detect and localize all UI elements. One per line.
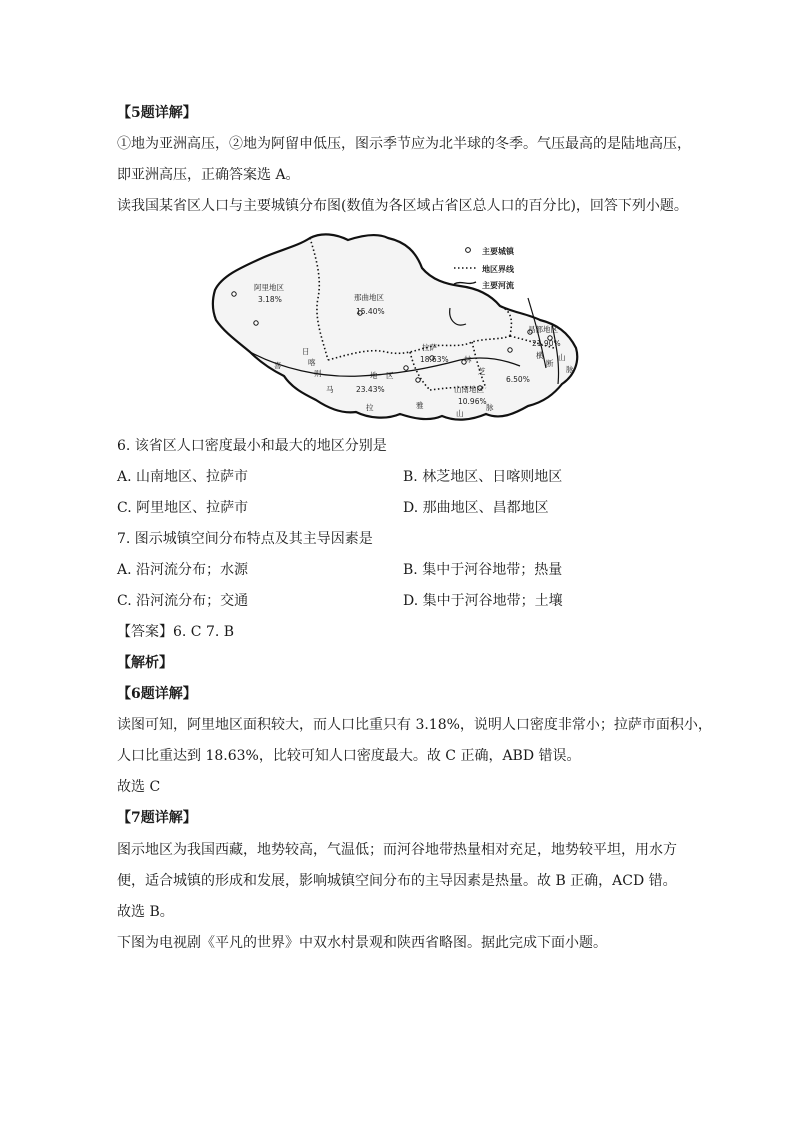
naqu-pct: 15.40% bbox=[356, 307, 385, 316]
map-char: 马 bbox=[326, 385, 334, 394]
map-char: 区 bbox=[386, 371, 394, 380]
map-char: 横 bbox=[536, 351, 544, 360]
lasa-label: 拉萨 bbox=[422, 343, 437, 352]
map-char: 雅 bbox=[416, 401, 424, 410]
option-6b: B. 林芝地区、日喀则地区 bbox=[403, 469, 563, 485]
town-marker bbox=[254, 321, 258, 325]
region-outline bbox=[213, 234, 577, 419]
shannan-pct: 10.96% bbox=[458, 397, 487, 406]
ali-label: 阿里地区 bbox=[254, 283, 284, 292]
paragraph: 故选 B。 bbox=[117, 904, 174, 920]
ali-pct: 3.18% bbox=[258, 295, 282, 304]
question-intro: 读我国某省区人口与主要城镇分布图(数值为各区域占省区总人口的百分比)，回答下列小题。 bbox=[117, 198, 688, 214]
linzhi-pct: 6.50% bbox=[506, 375, 530, 384]
changdu-pct: 21.90% bbox=[532, 339, 561, 348]
legend-town-icon bbox=[466, 248, 471, 253]
question-6: 6. 该省区人口密度最小和最大的地区分别是 bbox=[117, 438, 387, 454]
map-char: 拉 bbox=[366, 403, 374, 412]
paragraph: 人口比重达到 18.63%，比较可知人口密度最大。故 C 正确，ABD 错误。 bbox=[117, 748, 581, 764]
map-char: 林 bbox=[464, 355, 472, 364]
legend-town-label: 主要城镇 bbox=[482, 247, 514, 256]
paragraph: 故选 C bbox=[117, 779, 161, 795]
paragraph: 读图可知，阿里地区面积较大，而人口比重只有 3.18%，说明人口密度非常小；拉萨市面积小， bbox=[117, 717, 712, 733]
map-char: 山 bbox=[558, 353, 566, 362]
legend-river-icon bbox=[454, 282, 476, 284]
option-7c: C. 沿河流分布；交通 bbox=[117, 593, 249, 609]
town-marker bbox=[416, 378, 420, 382]
map-char: 脉 bbox=[566, 365, 574, 374]
tibet-population-map bbox=[210, 228, 582, 426]
paragraph: 即亚洲高压，正确答案选 A。 bbox=[117, 167, 300, 183]
map-char: 喀 bbox=[308, 358, 316, 367]
map-char: 脉 bbox=[486, 403, 494, 412]
legend-border-label: 地区界线 bbox=[482, 265, 514, 274]
rikaze-pct: 23.43% bbox=[356, 385, 385, 394]
option-6d: D. 那曲地区、昌都地区 bbox=[403, 500, 549, 516]
option-7a: A. 沿河流分布；水源 bbox=[117, 562, 249, 578]
question-7: 7. 图示城镇空间分布特点及其主导因素是 bbox=[117, 531, 373, 547]
shannan-label: 山南地区 bbox=[454, 385, 484, 394]
paragraph: 图示地区为我国西藏，地势较高，气温低；而河谷地带热量相对充足，地势较平坦，用水方 bbox=[117, 842, 677, 858]
town-marker bbox=[508, 348, 512, 352]
analysis-heading: 【解析】 bbox=[117, 655, 173, 671]
h5-heading: 【5题详解】 bbox=[117, 105, 197, 121]
next-question-intro: 下图为电视剧《平凡的世界》中双水村景观和陕西省略图。据此完成下面小题。 bbox=[117, 935, 607, 951]
paragraph: 便，适合城镇的形成和发展，影响城镇空间分布的主导因素是热量。故 B 正确，ACD 错。 bbox=[117, 873, 677, 889]
legend-river-label: 主要河流 bbox=[482, 281, 514, 290]
naqu-label: 那曲地区 bbox=[354, 293, 384, 302]
option-7b: B. 集中于河谷地带；热量 bbox=[403, 562, 563, 578]
changdu-label: 昌都地区 bbox=[528, 325, 558, 334]
town-marker bbox=[232, 292, 236, 296]
h6-heading: 【6题详解】 bbox=[117, 686, 197, 702]
map-char: 山 bbox=[456, 409, 464, 418]
map-char: 则 bbox=[314, 369, 322, 378]
option-7d: D. 集中于河谷地带；土壤 bbox=[403, 593, 563, 609]
town-marker bbox=[404, 366, 408, 370]
map-char: 日 bbox=[302, 347, 310, 356]
map-char: 断 bbox=[546, 359, 554, 368]
map-char: 芝 bbox=[478, 367, 486, 376]
option-6c: C. 阿里地区、拉萨市 bbox=[117, 500, 249, 516]
lasa-pct: 18.63% bbox=[420, 355, 449, 364]
h7-heading: 【7题详解】 bbox=[117, 810, 197, 826]
option-6a: A. 山南地区、拉萨市 bbox=[117, 469, 249, 485]
answer-line: 【答案】6. C 7. B bbox=[117, 624, 235, 640]
map-char: 喜 bbox=[274, 361, 282, 370]
map-char: 地 bbox=[370, 371, 378, 380]
paragraph: ①地为亚洲高压，②地为阿留申低压，图示季节应为北半球的冬季。气压最高的是陆地高压， bbox=[117, 136, 691, 152]
